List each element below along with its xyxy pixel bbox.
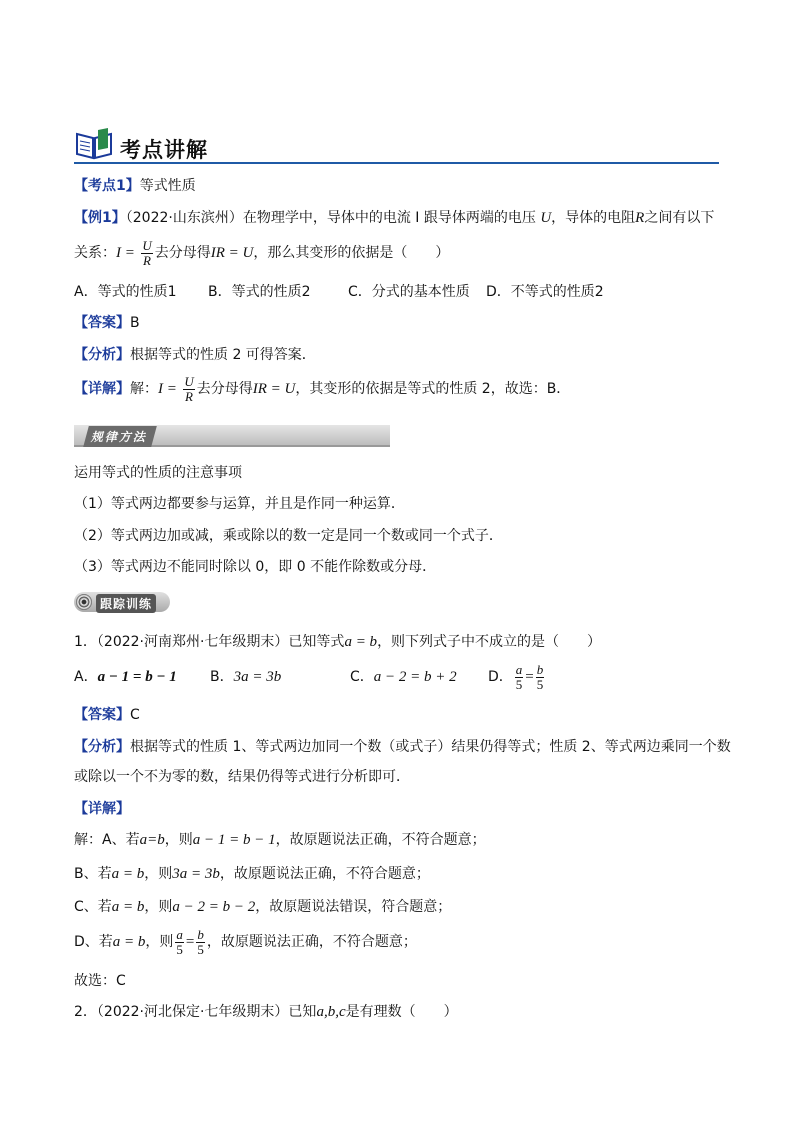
section-title: 考点讲解 [120, 138, 208, 162]
example-source: （2022·山东滨州）在物理学中，导体中的电流 I 跟导体两端的电压 [125, 210, 536, 226]
answer-tag: 【答案】 [74, 315, 130, 331]
method-item-3: （3）等式两边不能同时除以 0，即 0 不能作除数或分母． [74, 559, 437, 575]
q1-stem-formula: a = b [344, 634, 378, 650]
q2-stem [74, 1002, 458, 1022]
q1-detail-tag-text: 【详解】 [74, 801, 130, 817]
d4-eq: = [185, 934, 195, 950]
fraction-u-over-r [141, 239, 152, 268]
q1-option-a [74, 660, 210, 694]
method-banner-label: 规律方法 [83, 426, 157, 447]
frac-den: 5 [197, 941, 204, 957]
option-c: C．分式的基本性质 [348, 284, 470, 300]
detail-formula-lhs: I = [158, 381, 177, 397]
d2-formula: 3a = 3b [172, 866, 220, 882]
q1-option-b [210, 660, 350, 694]
practice-banner [74, 592, 170, 612]
example-detail [74, 372, 570, 406]
q2-stem-formula: a,b,c [316, 1004, 346, 1020]
q1-option-c [350, 660, 488, 694]
method-banner [74, 425, 390, 447]
frac-den: R [143, 252, 151, 268]
option-b: B．等式的性质2 [208, 284, 311, 300]
d4-frac-b [196, 928, 205, 957]
q1-stem [74, 632, 601, 652]
example-options [74, 282, 604, 302]
analysis-text: 根据等式的性质 2 可得答案． [130, 347, 316, 363]
q2-stem-end: 是有理数（ ） [345, 1004, 458, 1020]
d1-mid: ，则 [164, 832, 193, 848]
q1-choice: 故选：C [74, 973, 126, 989]
d2-mid: ，则 [144, 866, 173, 882]
point-title: 等式性质 [139, 178, 196, 194]
q1-detail-1 [74, 830, 486, 850]
d3-end: ，故原题说法错误，符合题意； [255, 899, 452, 915]
q1-stem-prefix: 1．（2022·河南郑州·七年级期末）已知等式 [74, 634, 345, 650]
example-mid: ，导体的电阻 [551, 210, 636, 226]
example-analysis [74, 345, 316, 365]
frac-num: a [515, 661, 523, 677]
d2-prefix: B、若 [74, 866, 112, 882]
var-r: R [635, 210, 645, 226]
point-tag: 【考点1】 [74, 178, 140, 194]
q1-detail-tag [74, 799, 130, 819]
d4-cond: a = b [112, 934, 146, 950]
d4-prefix: D、若 [74, 934, 113, 950]
d3-prefix: C、若 [74, 899, 112, 915]
answer-value: B [130, 315, 140, 331]
method-item-1: （1）等式两边都要参与运算，并且是作同一种运算． [74, 496, 405, 512]
q1-option-a-label: A． [74, 669, 98, 685]
d4-end: ，故原题说法正确，不符合题意； [206, 934, 417, 950]
example-line2-end: ，那么其变形的依据是（ ） [253, 245, 450, 261]
q1-option-c-label: C． [350, 669, 374, 685]
q1-option-b-label: B． [210, 669, 234, 685]
analysis-tag: 【分析】 [74, 347, 130, 363]
detail-formula: IR = U [252, 381, 296, 397]
frac-den: 5 [176, 941, 183, 957]
q1-option-d [488, 661, 546, 692]
q1-detail-2 [74, 864, 430, 884]
detail-tag: 【详解】 [74, 381, 130, 397]
d1-prefix: 解：A、若 [74, 832, 140, 848]
q1-option-a-text: a − 1 = b − 1 [97, 669, 177, 685]
q1-option-d-label: D． [488, 669, 513, 685]
q1-option-c-text: a − 2 = b + 2 [373, 669, 457, 685]
q1-analysis-line2: 或除以一个不为零的数，结果仍得等式进行分析即可． [74, 769, 410, 785]
example-line2-mid: 去分母得 [154, 245, 211, 261]
q1-opt-d-frac-b [536, 663, 545, 692]
detail-end: ，其变形的依据是等式的性质 2，故选：B． [295, 381, 571, 397]
example-answer [74, 313, 140, 333]
q1-answer-tag: 【答案】 [74, 707, 130, 723]
example-stem-line1 [74, 208, 714, 228]
book-icon [74, 126, 114, 160]
example-tag: 【例1】 [74, 210, 126, 226]
d1-end: ，故原题说法正确，不符合题意； [275, 832, 486, 848]
frac-num: U [142, 237, 152, 253]
q1-analysis-text1: 根据等式的性质 1、等式两边加同一个数（或式子）结果仍得等式；性质 2、等式两边乘同一个数 [130, 739, 731, 755]
frac-num: a [176, 926, 183, 942]
frac-den: R [185, 388, 193, 404]
example-line2-prefix: 关系： [74, 245, 116, 261]
d1-formula: a − 1 = b − 1 [192, 832, 276, 848]
q1-answer-value: C [130, 707, 140, 723]
option-d: D．不等式的性质2 [486, 284, 604, 300]
q1-stem-end: ，则下列式子中不成立的是（ ） [377, 634, 602, 650]
frac-num: b [197, 926, 204, 942]
detail-mid: 去分母得 [196, 381, 253, 397]
q1-analysis-tag: 【分析】 [74, 739, 130, 755]
d2-end: ，故原题说法正确，不符合题意； [219, 866, 430, 882]
q1-answer [74, 705, 140, 725]
var-u: U [540, 210, 552, 226]
d4-mid: ，则 [145, 934, 174, 950]
q2-stem-prefix: 2．（2022·河北保定·七年级期末）已知 [74, 1004, 317, 1020]
option-a: A．等式的性质1 [74, 284, 177, 300]
q1-opt-d-frac-a [515, 663, 524, 692]
frac-den: 5 [536, 676, 544, 692]
q1-detail-3 [74, 897, 451, 917]
example-stem-line2 [74, 236, 449, 270]
d2-cond: a = b [111, 866, 145, 882]
q1-analysis-line1 [74, 737, 731, 757]
example-end: 之间有以下 [644, 210, 715, 226]
practice-banner-label: 跟踪训练 [96, 594, 156, 613]
frac-den: 5 [515, 676, 523, 692]
q1-option-b-text: 3a = 3b [233, 669, 282, 685]
method-item-2: （2）等式两边加或减，乘或除以的数一定是同一个数或同一个式子． [74, 528, 503, 544]
q1-detail-4 [74, 925, 417, 959]
detail-fraction [183, 375, 194, 404]
target-icon [76, 594, 92, 610]
d3-formula: a − 2 = b − 2 [172, 899, 256, 915]
method-heading: 运用等式的性质的注意事项 [74, 465, 242, 481]
frac-num: b [536, 661, 544, 677]
detail-prefix: 解： [130, 381, 158, 397]
q1-opt-d-eq: = [525, 669, 534, 685]
formula-lhs: I = [116, 245, 135, 261]
formula-ir-u: IR = U [210, 245, 254, 261]
q1-options [74, 660, 546, 694]
d3-cond: a = b [111, 899, 145, 915]
d1-cond: a=b [139, 832, 165, 848]
section-rule [74, 162, 719, 164]
d4-frac-a [175, 928, 184, 957]
point-heading [74, 176, 196, 196]
frac-num: U [184, 373, 194, 389]
d3-mid: ，则 [144, 899, 173, 915]
